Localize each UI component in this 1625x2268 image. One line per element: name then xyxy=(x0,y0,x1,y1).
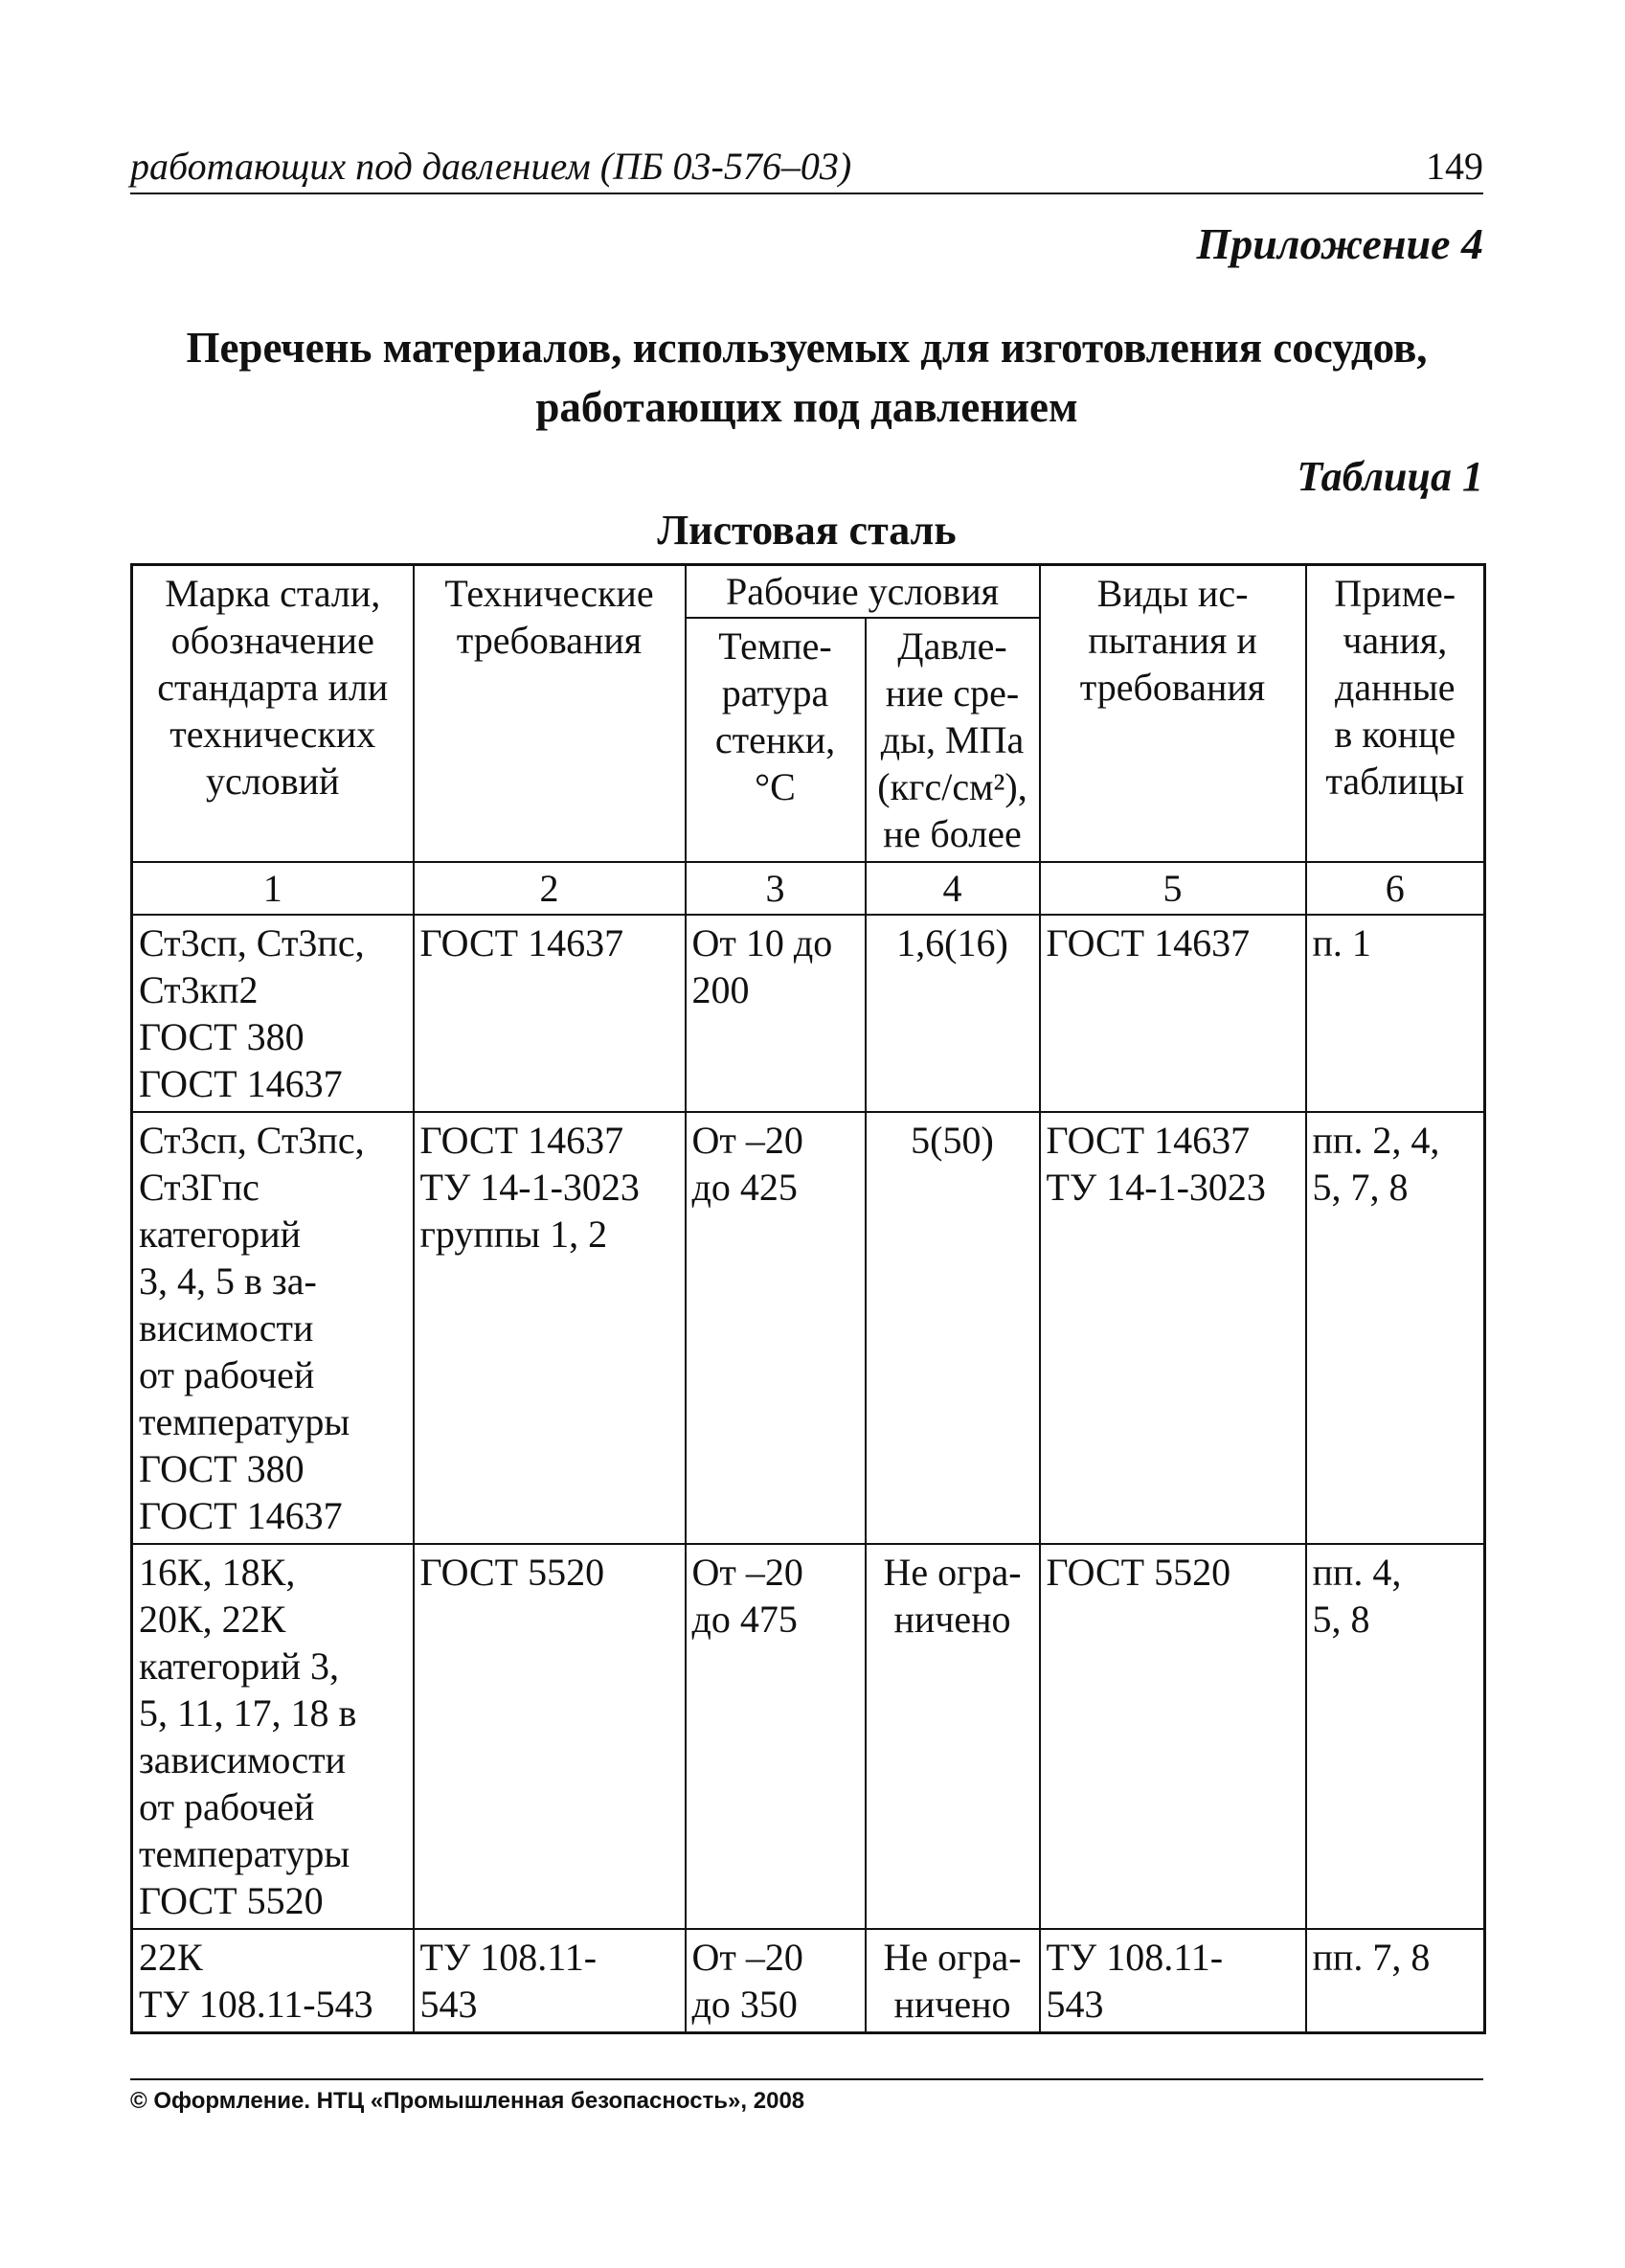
column-number: 5 xyxy=(1040,862,1306,915)
header-working-conditions: Рабочие условия xyxy=(686,565,1040,619)
cell-pressure: 1,6(16) xyxy=(866,915,1040,1112)
column-number: 4 xyxy=(866,862,1040,915)
header-row xyxy=(132,565,1485,619)
cell-wall-temperature: От –20 до 425 xyxy=(686,1112,866,1544)
cell-technical-requirements: ТУ 108.11- 543 xyxy=(414,1929,686,2033)
cell-tests: ГОСТ 5520 xyxy=(1040,1544,1306,1929)
cell-pressure: Не огра- ничено xyxy=(866,1929,1040,2033)
cell-technical-requirements: ГОСТ 14637 xyxy=(414,915,686,1112)
header-technical-requirements: Технические требования xyxy=(414,565,686,863)
table-row xyxy=(132,1929,1485,2033)
cell-pressure: 5(50) xyxy=(866,1112,1040,1544)
column-number: 1 xyxy=(132,862,414,915)
cell-wall-temperature: От –20 до 475 xyxy=(686,1544,866,1929)
table-row xyxy=(132,1544,1485,1929)
cell-tests: ГОСТ 14637 xyxy=(1040,915,1306,1112)
table-row xyxy=(132,1112,1485,1544)
page-number: 149 xyxy=(1426,145,1483,188)
column-number: 6 xyxy=(1306,862,1485,915)
materials-table xyxy=(130,563,1486,2034)
footer-copyright: © Оформление. НТЦ «Промышленная безопасность», 2008 xyxy=(130,2088,805,2114)
header-grade: Марка стали, обозначение стандарта или технических условий xyxy=(132,565,414,863)
cell-grade: 16К, 18К, 20К, 22К категорий 3, 5, 11, 17, 18 в зависимости от рабочей температуры ГОСТ 5520 xyxy=(132,1544,414,1929)
cell-grade: Ст3сп, Ст3пс, Ст3Гпс категорий 3, 4, 5 в за- висимости от рабочей температуры ГОСТ 380 ГОСТ 14637 xyxy=(132,1112,414,1544)
footer-divider xyxy=(130,2078,1483,2080)
header-tests: Виды ис- пытания и требования xyxy=(1040,565,1306,863)
running-header xyxy=(130,144,1483,194)
cell-tests: ТУ 108.11- 543 xyxy=(1040,1929,1306,2033)
cell-technical-requirements: ГОСТ 14637 ТУ 14-1-3023 группы 1, 2 xyxy=(414,1112,686,1544)
cell-technical-requirements: ГОСТ 5520 xyxy=(414,1544,686,1929)
cell-tests: ГОСТ 14637 ТУ 14-1-3023 xyxy=(1040,1112,1306,1544)
cell-notes: пп. 4, 5, 8 xyxy=(1306,1544,1485,1929)
title-line-2: работающих под давлением xyxy=(535,383,1078,431)
cell-pressure: Не огра- ничено xyxy=(866,1544,1040,1929)
cell-notes: п. 1 xyxy=(1306,915,1485,1112)
document-title xyxy=(130,318,1483,437)
column-number-row xyxy=(132,862,1485,915)
title-line-1: Перечень материалов, используемых для изготовления сосудов, xyxy=(186,324,1428,372)
header-wall-temperature: Темпе- ратура стенки, °С xyxy=(686,618,866,862)
table-row xyxy=(132,915,1485,1112)
cell-wall-temperature: От 10 до 200 xyxy=(686,915,866,1112)
appendix-label: Приложение 4 xyxy=(1196,219,1483,268)
cell-notes: пп. 7, 8 xyxy=(1306,1929,1485,2033)
table-number: Таблица 1 xyxy=(1297,453,1483,500)
cell-grade: Ст3сп, Ст3пс, Ст3кп2 ГОСТ 380 ГОСТ 14637 xyxy=(132,915,414,1112)
running-title: работающих под давлением (ПБ 03-576–03) xyxy=(130,145,852,188)
cell-wall-temperature: От –20 до 350 xyxy=(686,1929,866,2033)
header-notes: Приме- чания, данные в конце таблицы xyxy=(1306,565,1485,863)
column-number: 2 xyxy=(414,862,686,915)
cell-grade: 22К ТУ 108.11-543 xyxy=(132,1929,414,2033)
column-number: 3 xyxy=(686,862,866,915)
cell-notes: пп. 2, 4, 5, 7, 8 xyxy=(1306,1112,1485,1544)
header-pressure: Давле- ние сре- ды, МПа (кгс/см²), не более xyxy=(866,618,1040,862)
table-title: Листовая сталь xyxy=(657,507,957,554)
